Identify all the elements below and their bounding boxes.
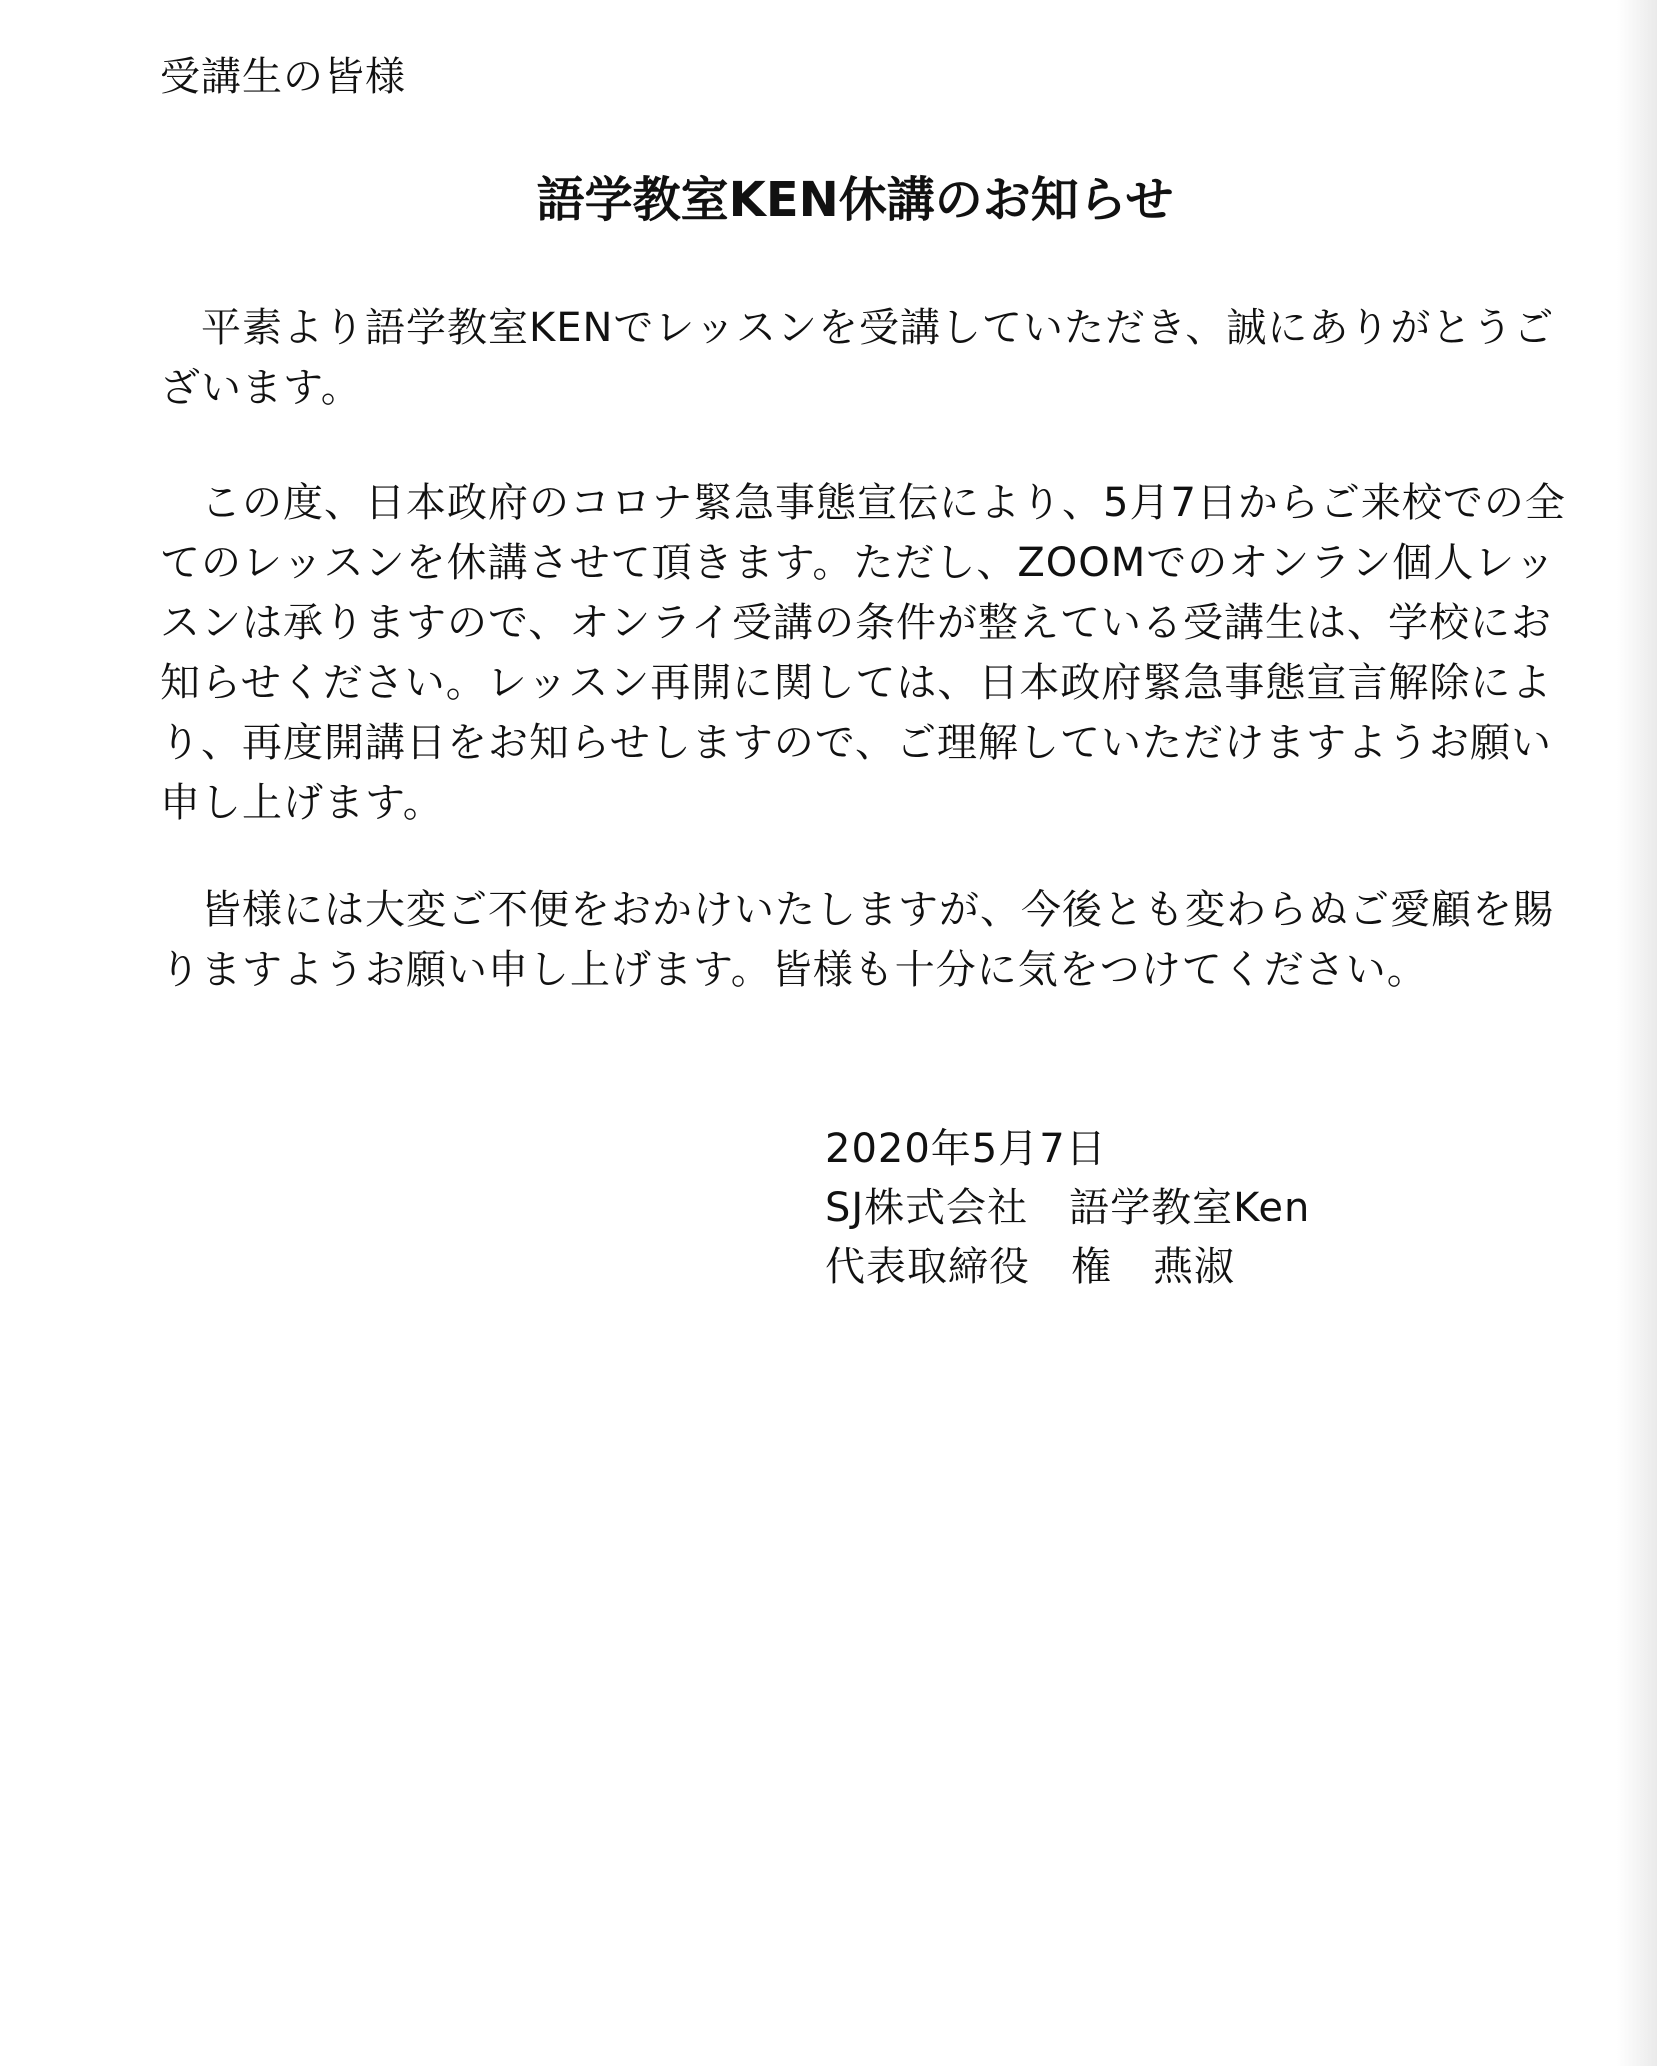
signature-representative: 代表取締役 権 燕淑 [825,1244,1235,1290]
paragraph-line: 申し上げます。 [160,780,444,826]
paragraph-apology [160,880,1554,1000]
paragraph-line: 皆様には大変ご不便をおかけいたしますが、今後とも変わらぬご愛顧を賜 [160,887,1554,933]
paragraph-line: スンは承りますので、オンライ受講の条件が整えている受講生は、学校にお [160,600,1552,646]
signature-date: 2020年5月7日 [825,1126,1107,1172]
paragraph-line: てのレッスンを休講させて頂きます。ただし、ZOOMでのオンラン個人レッ [160,540,1556,586]
signature-block [825,1120,1310,1297]
paragraph-line: り、再度開講日をお知らせしますので、ご理解していただけますようお願い [160,720,1552,766]
signature-company: SJ株式会社 語学教室Ken [825,1185,1311,1231]
paragraph-greeting [160,298,1555,418]
notice-title: 語学教室KEN休講のお知らせ [536,172,1174,228]
paragraph-line: この度、日本政府のコロナ緊急事態宣伝により、5月7日からご来校での全 [160,480,1566,526]
page-edge-shadow [1617,0,1657,2066]
paragraph-line: りますようお願い申し上げます。皆様も十分に気をつけてください。 [160,947,1428,993]
paragraph-line: 知らせください。レッスン再開に関しては、日本政府緊急事態宣言解除によ [160,660,1553,706]
paragraph-line: 平素より語学教室KENでレッスンを受講していただき、誠にありがとうご [160,305,1555,351]
paragraph-line: ざいます。 [160,365,362,411]
paragraph-closure-details [160,473,1566,833]
addressee: 受講生の皆様 [160,54,406,100]
